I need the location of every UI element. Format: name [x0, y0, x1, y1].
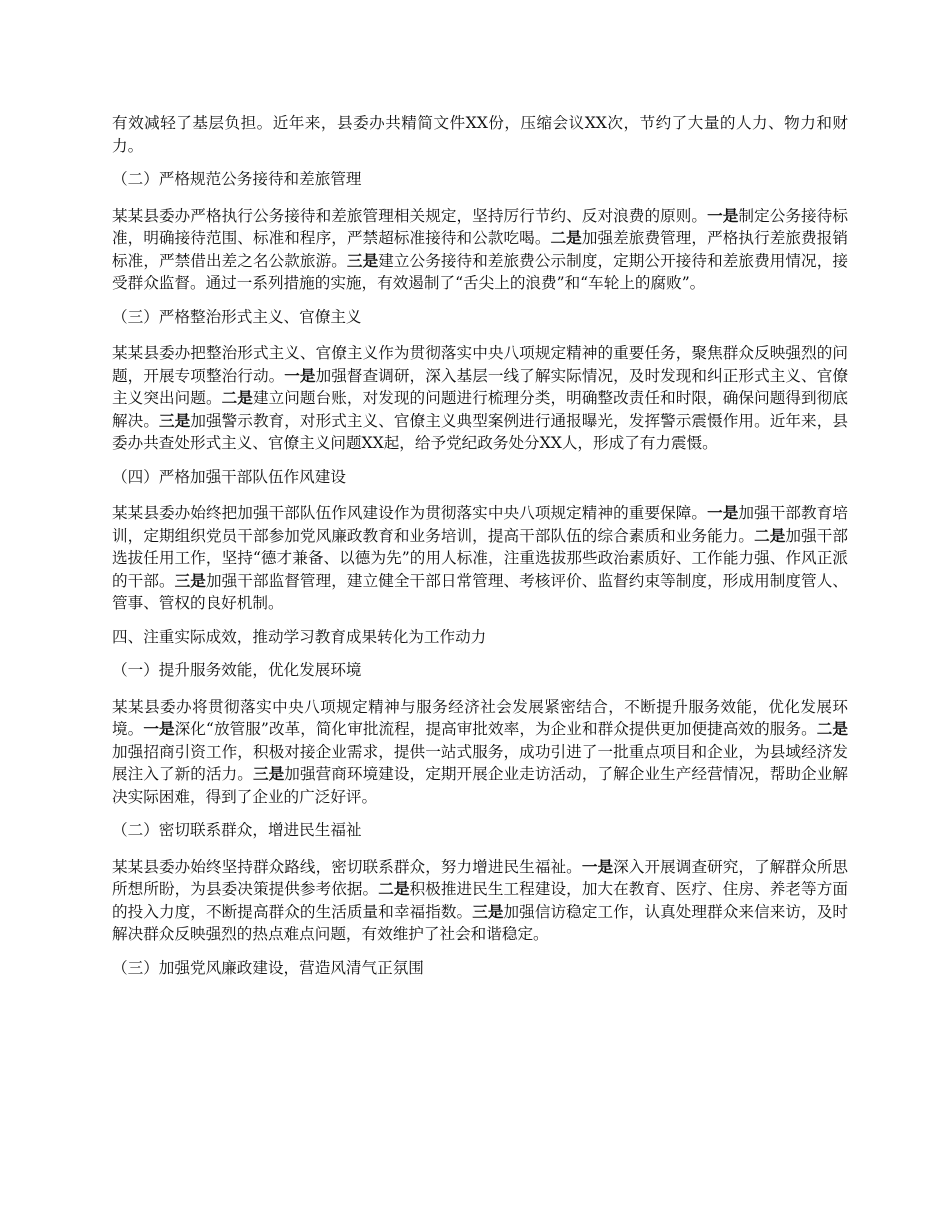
keyword-first: 一是	[707, 503, 739, 522]
keyword-first: 一是	[581, 856, 614, 876]
section-heading-reception-travel: （二）严格规范公务接待和差旅管理	[112, 170, 362, 188]
keyword-second: 二是	[221, 388, 253, 407]
keyword-second: 二是	[754, 525, 786, 545]
keyword-second: 二是	[550, 228, 582, 247]
paragraph-masses: 某某县委办始终坚持群众路线，密切联系群众，努力增进民生福祉。一是深入开展调查研究，了解群众所思所想所盼，为县委决策提供参考依据。二是积极推进民生工程建设，加大在教育、医疗、住房、养老等方面的投入力度，不断提高群众的生活质量和幸福指数。三是加强信访稳定工作，认真处理群众来信来访，及时解决群众反映强烈的热点难点问题，有效维护了社会和谐稳定。	[112, 856, 848, 943]
paragraph-formalism: 某某县委办把整治形式主义、官僚主义作为贯彻落实中央八项规定精神的重要任务，聚焦群众反映强烈的问题，开展专项整治行动。一是加强督查调研，深入基层一线了解实际情况，及时发现和纠正形式主义、官僚主义突出问题。二是建立问题台账，对发现的问题进行梳理分类，明确整改责任和时限，确保问题得到彻底解决。三是加强警示教育，对形式主义、官僚主义典型案例进行通报曝光，发挥警示震慑作用。近年来，县委办共查处形式主义、官僚主义问题XX起，给予党纪政务处分XX人，形成了有力震慑。	[112, 344, 848, 452]
paragraph-cadre-style: 某某县委办始终把加强干部队伍作风建设作为贯彻落实中央八项规定精神的重要保障。一是加强干部教育培训，定期组织党员干部参加党风廉政教育和业务培训，提高干部队伍的综合素质和业务能力。二是加强干部选拔任用工作，坚持“德才兼备、以德为先”的用人标准，注重选拔那些政治素质好、工作能力强、作风正派的干部。三是加强干部监督管理，建立健全干部日常管理、考核评价、监督约束等制度，形成用制度管人、管事、管权的良好机制。	[112, 503, 848, 612]
subsection-heading-masses: （二）密切联系群众，增进民生福祉	[112, 821, 362, 839]
keyword-first: 一是	[284, 365, 316, 385]
paragraph-reception-travel: 某某县委办严格执行公务接待和差旅管理相关规定，坚持厉行节约、反对浪费的原则。一是制定公务接待标准，明确接待范围、标准和程序，严禁超标准接待和公款吃喝。二是加强差旅费管理，严格执行差旅费报销标准，严禁借出差之名公款旅游。三是建立公务接待和差旅费公示制度，定期公开接待和差旅费用情况，接受群众监督。通过一系列措施的实施，有效遏制了“舌尖上的浪费”和“车轮上的腐败”。	[112, 205, 848, 292]
keyword-second: 二是	[378, 879, 410, 898]
keyword-third: 三是	[252, 764, 285, 783]
section-heading-formalism: （三）严格整治形式主义、官僚主义	[112, 307, 362, 326]
keyword-first: 一是	[143, 719, 175, 738]
subsection-heading-service: （一）提升服务效能，优化发展环境	[112, 661, 362, 679]
keyword-third: 三是	[472, 901, 504, 921]
keyword-second: 二是	[816, 719, 848, 738]
document-page	[112, 112, 848, 979]
subsection-heading-integrity: （三）加强党风廉政建设，营造风清气正氛围	[112, 958, 424, 977]
keyword-third: 三是	[174, 570, 206, 590]
paragraph-service: 某某县委办将贯彻落实中央八项规定精神与服务经济社会发展紧密结合，不断提升服务效能，优化发展环境。一是深化“放管服”改革，简化审批流程，提高审批效率，为企业和群众提供更加便捷高效的服务。二是加强招商引资工作，积极对接企业需求，提供一站式服务，成功引进了一批重点项目和企业，为县域经济发展注入了新的活力。三是加强营商环境建设，定期开展企业走访活动，了解企业生产经营情况，帮助企业解决实际困难，得到了企业的广泛好评。	[112, 697, 848, 806]
part-heading-four: 四、注重实际成效，推动学习教育成果转化为工作动力	[112, 627, 487, 646]
keyword-third: 三是	[346, 250, 379, 270]
keyword-third: 三是	[158, 410, 191, 430]
keyword-first: 一是	[707, 205, 739, 225]
intro-paragraph: 有效减轻了基层负担。近年来，县委办共精简文件XX份，压缩会议XX次，节约了大量的人力、物力和财力。	[112, 114, 848, 155]
section-heading-cadre-style: （四）严格加强干部队伍作风建设	[112, 467, 346, 486]
